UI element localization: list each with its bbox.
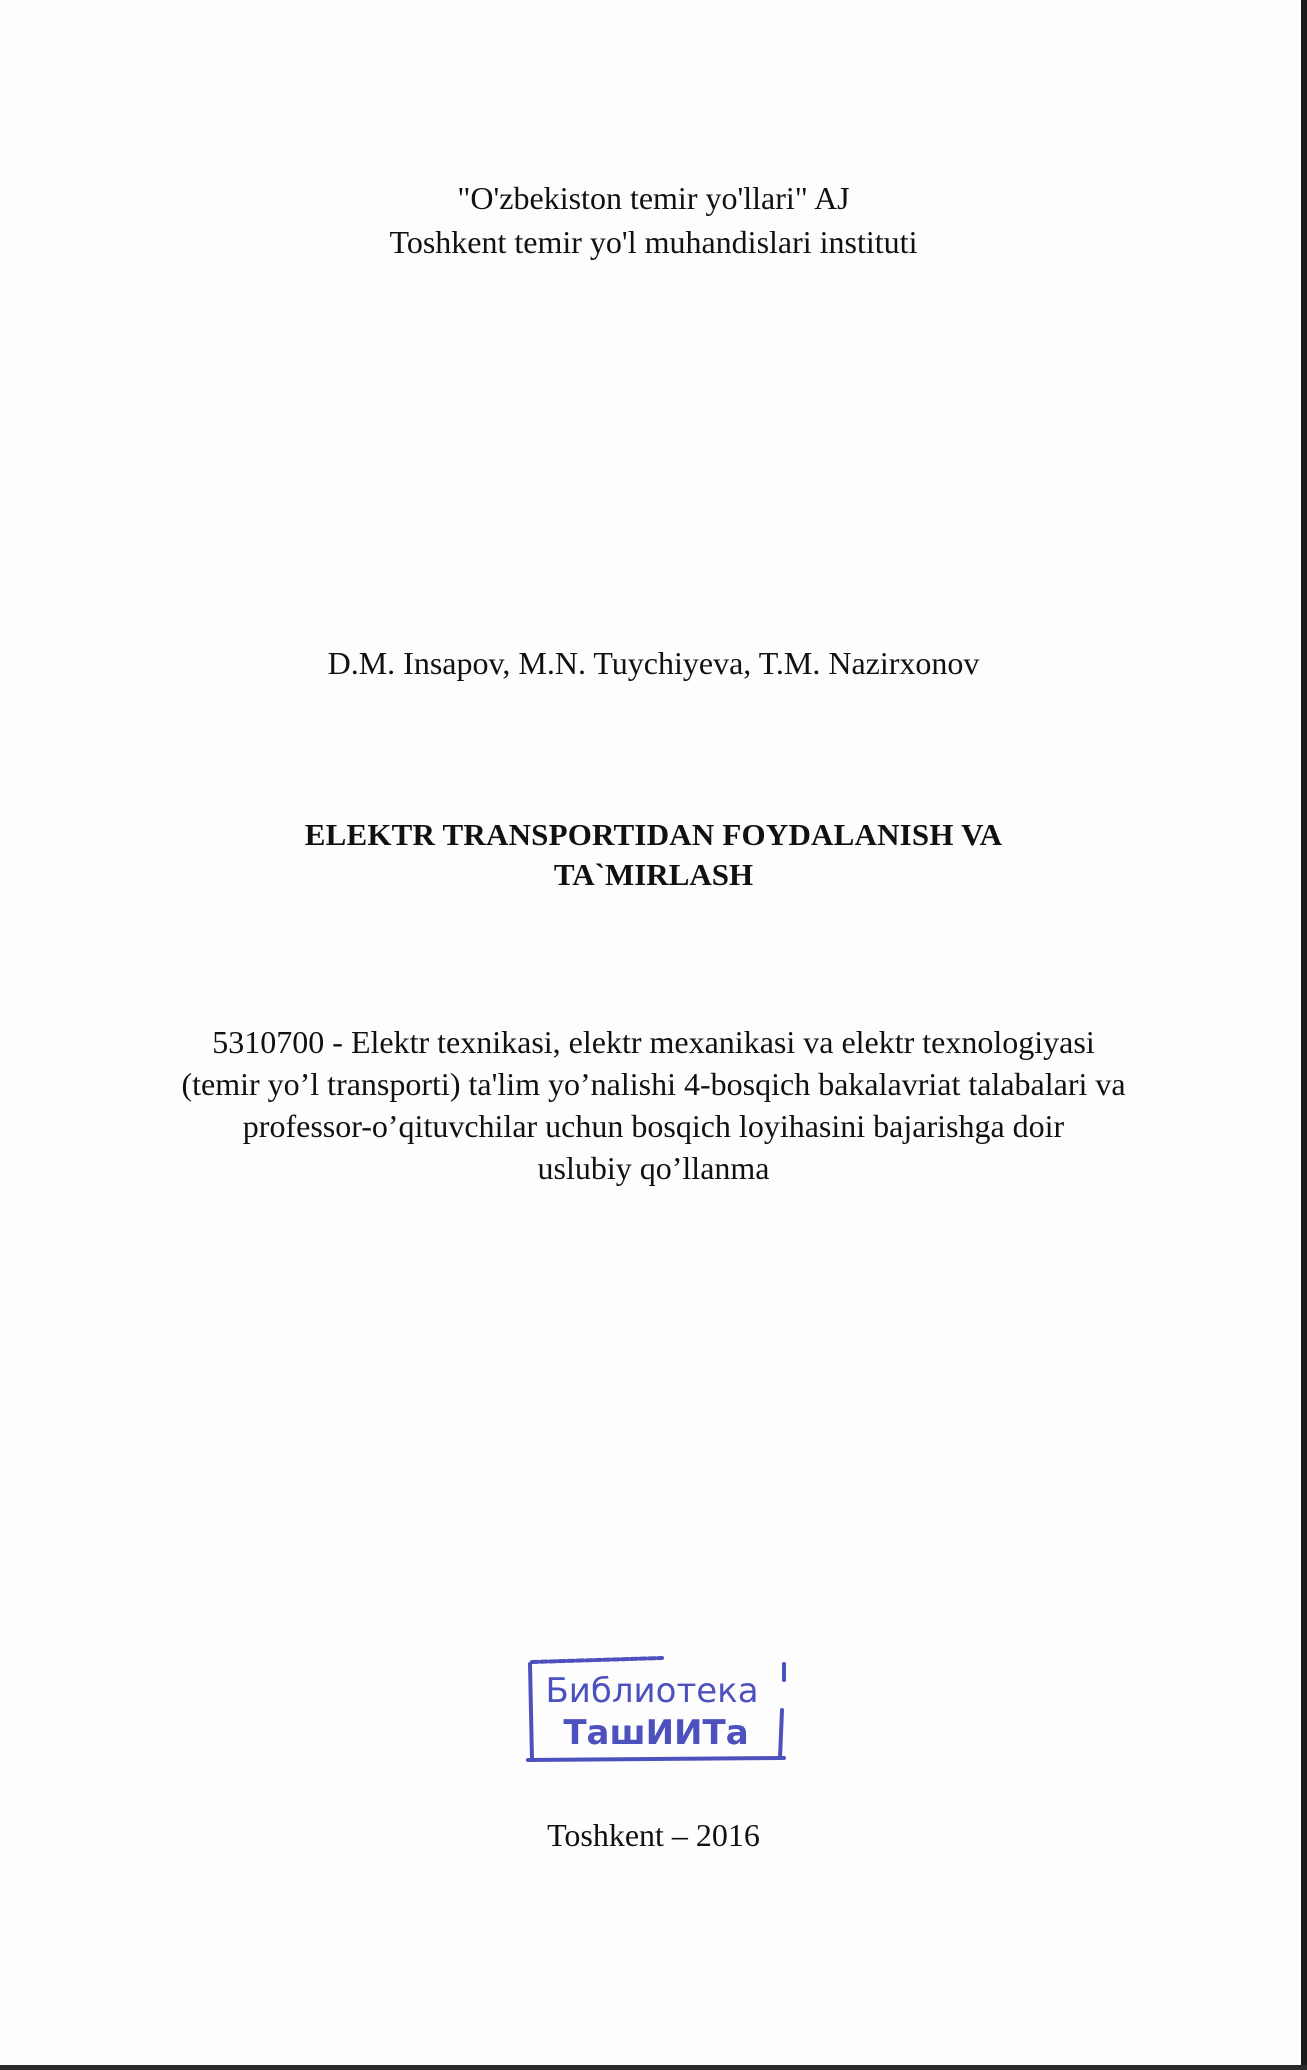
title-line-1: ELEKTR TRANSPORTIDAN FOYDALANISH VA (304, 817, 1003, 852)
authors: D.M. Insapov, M.N. Tuychiyeva, T.M. Nazirxonov (327, 645, 980, 681)
description-line-2: (temir yo’l transporti) ta'lim yo’nalishi 4-bosqich bakalavriat talabalari va (181, 1066, 1126, 1102)
stamp-line-2: ТашИИТа (563, 1713, 749, 1753)
scan-edge-bottom (0, 2065, 1307, 2070)
organization-name: "O'zbekiston temir yo'llari" AJ (457, 180, 850, 216)
institute-name: Toshkent temir yo'l muhandislari instituti (389, 224, 918, 260)
description-line-4: uslubiy qo’llanma (537, 1150, 770, 1186)
library-stamp (522, 1650, 790, 1764)
stamp-line-1: Библиотека (545, 1671, 759, 1711)
title-line-2: TA`MIRLASH (553, 857, 754, 892)
city-year: Toshkent – 2016 (547, 1817, 760, 1853)
description-line-1: 5310700 - Elektr texnikasi, elektr mexanikasi va elektr texnologiyasi (212, 1024, 1095, 1060)
description-line-3: professor-o’qituvchilar uchun bosqich loyihasini bajarishga doir (242, 1108, 1065, 1144)
